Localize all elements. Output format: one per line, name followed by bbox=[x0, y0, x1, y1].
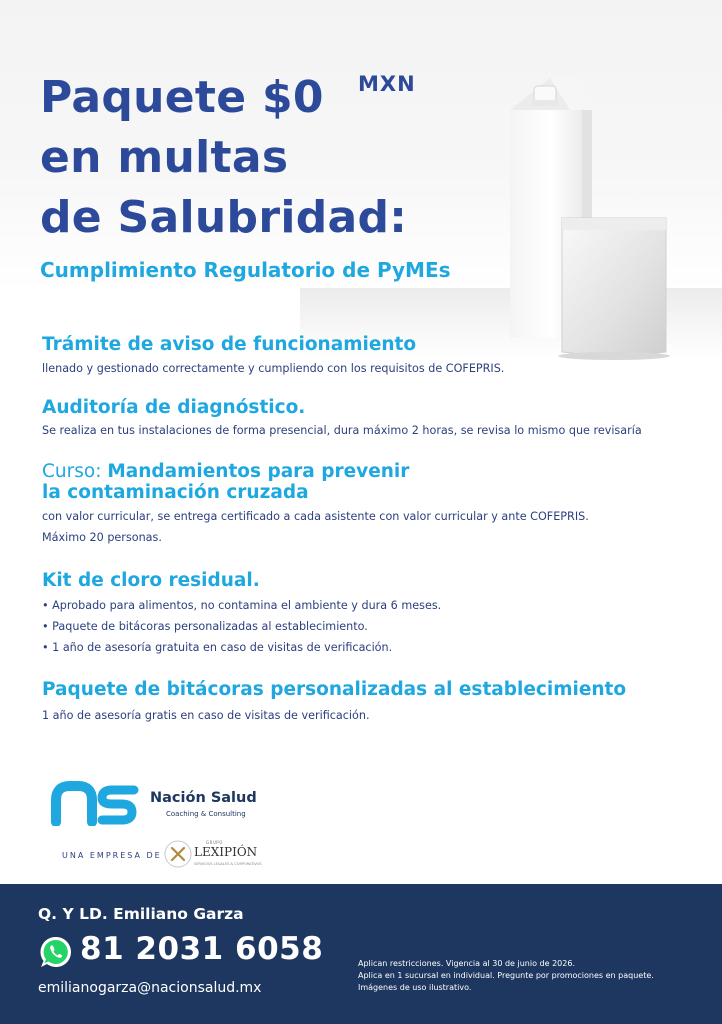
section-heading-auditoria: Auditoría de diagnóstico. bbox=[42, 397, 306, 418]
footer-note: Aplican restricciones. Vigencia al 30 de junio de 2026. bbox=[358, 959, 575, 968]
lexipion-logo-icon bbox=[164, 840, 192, 868]
contact-email[interactable]: emilianogarza@nacionsalud.mx bbox=[38, 980, 262, 996]
currency-label: MXN bbox=[358, 72, 416, 96]
section-heading-kit: Kit de cloro residual. bbox=[42, 570, 260, 591]
section-text-bitacoras: 1 año de asesoría gratis en caso de visitas de verificación. bbox=[42, 709, 370, 722]
product-image bbox=[490, 60, 690, 360]
partner-subtitle: SERVICIOS LEGALES & CORPORATIVOS bbox=[194, 862, 262, 866]
contact-name: Q. Y LD. Emiliano Garza bbox=[38, 905, 244, 923]
page-title bbox=[40, 68, 416, 248]
footer-note: Aplica en 1 sucursal en individual. Pregunte por promociones en paquete. bbox=[358, 971, 654, 980]
partner-name: LEXIPIÓN bbox=[194, 845, 258, 859]
partner-group-label: GRUPO bbox=[206, 840, 223, 845]
kit-item: • Aprobado para alimentos, no contamina el ambiente y dura 6 meses. bbox=[42, 599, 442, 612]
contact-phone[interactable]: 81 2031 6058 bbox=[80, 931, 324, 967]
section-text-aviso: llenado y gestionado correctamente y cumpliendo con los requisitos de COFEPRIS. bbox=[42, 362, 505, 375]
kit-item: • 1 año de asesoría gratuita en caso de visitas de verificación. bbox=[42, 641, 393, 654]
section-heading-aviso: Trámite de aviso de funcionamiento bbox=[42, 334, 417, 355]
curso-title-line-2: la contaminación cruzada bbox=[42, 482, 309, 503]
empresa-de-label: UNA EMPRESA DE bbox=[62, 851, 162, 860]
whatsapp-icon bbox=[38, 934, 74, 970]
section-text-auditoria: Se realiza en tus instalaciones de forma presencial, dura máximo 2 horas, se revisa lo mismo que revisaría bbox=[42, 424, 642, 437]
title-line-3: de Salubridad: bbox=[40, 192, 408, 243]
section-text-curso: con valor curricular, se entrega certificado a cada asistente con valor curricular y ante COFEPRIS. bbox=[42, 510, 589, 523]
footer-note: Imágenes de uso ilustrativo. bbox=[358, 983, 472, 992]
section-heading-curso bbox=[42, 461, 409, 483]
section-heading-bitacoras: Paquete de bitácoras personalizadas al establecimiento bbox=[42, 679, 627, 700]
curso-prefix: Curso: bbox=[42, 461, 108, 482]
section-text-curso-capacity: Máximo 20 personas. bbox=[42, 531, 162, 544]
nacion-salud-logo-icon bbox=[48, 780, 140, 826]
title-line-1: Paquete $0 bbox=[40, 72, 324, 123]
kit-item: • Paquete de bitácoras personalizadas al establecimiento. bbox=[42, 620, 368, 633]
curso-title-line-1: Mandamientos para prevenir bbox=[107, 461, 410, 482]
brand-name: Nación Salud bbox=[150, 790, 257, 806]
page-subtitle: Cumplimiento Regulatorio de PyMEs bbox=[40, 258, 451, 282]
brand-tagline: Coaching & Consulting bbox=[166, 810, 246, 818]
title-line-2: en multas bbox=[40, 132, 289, 183]
